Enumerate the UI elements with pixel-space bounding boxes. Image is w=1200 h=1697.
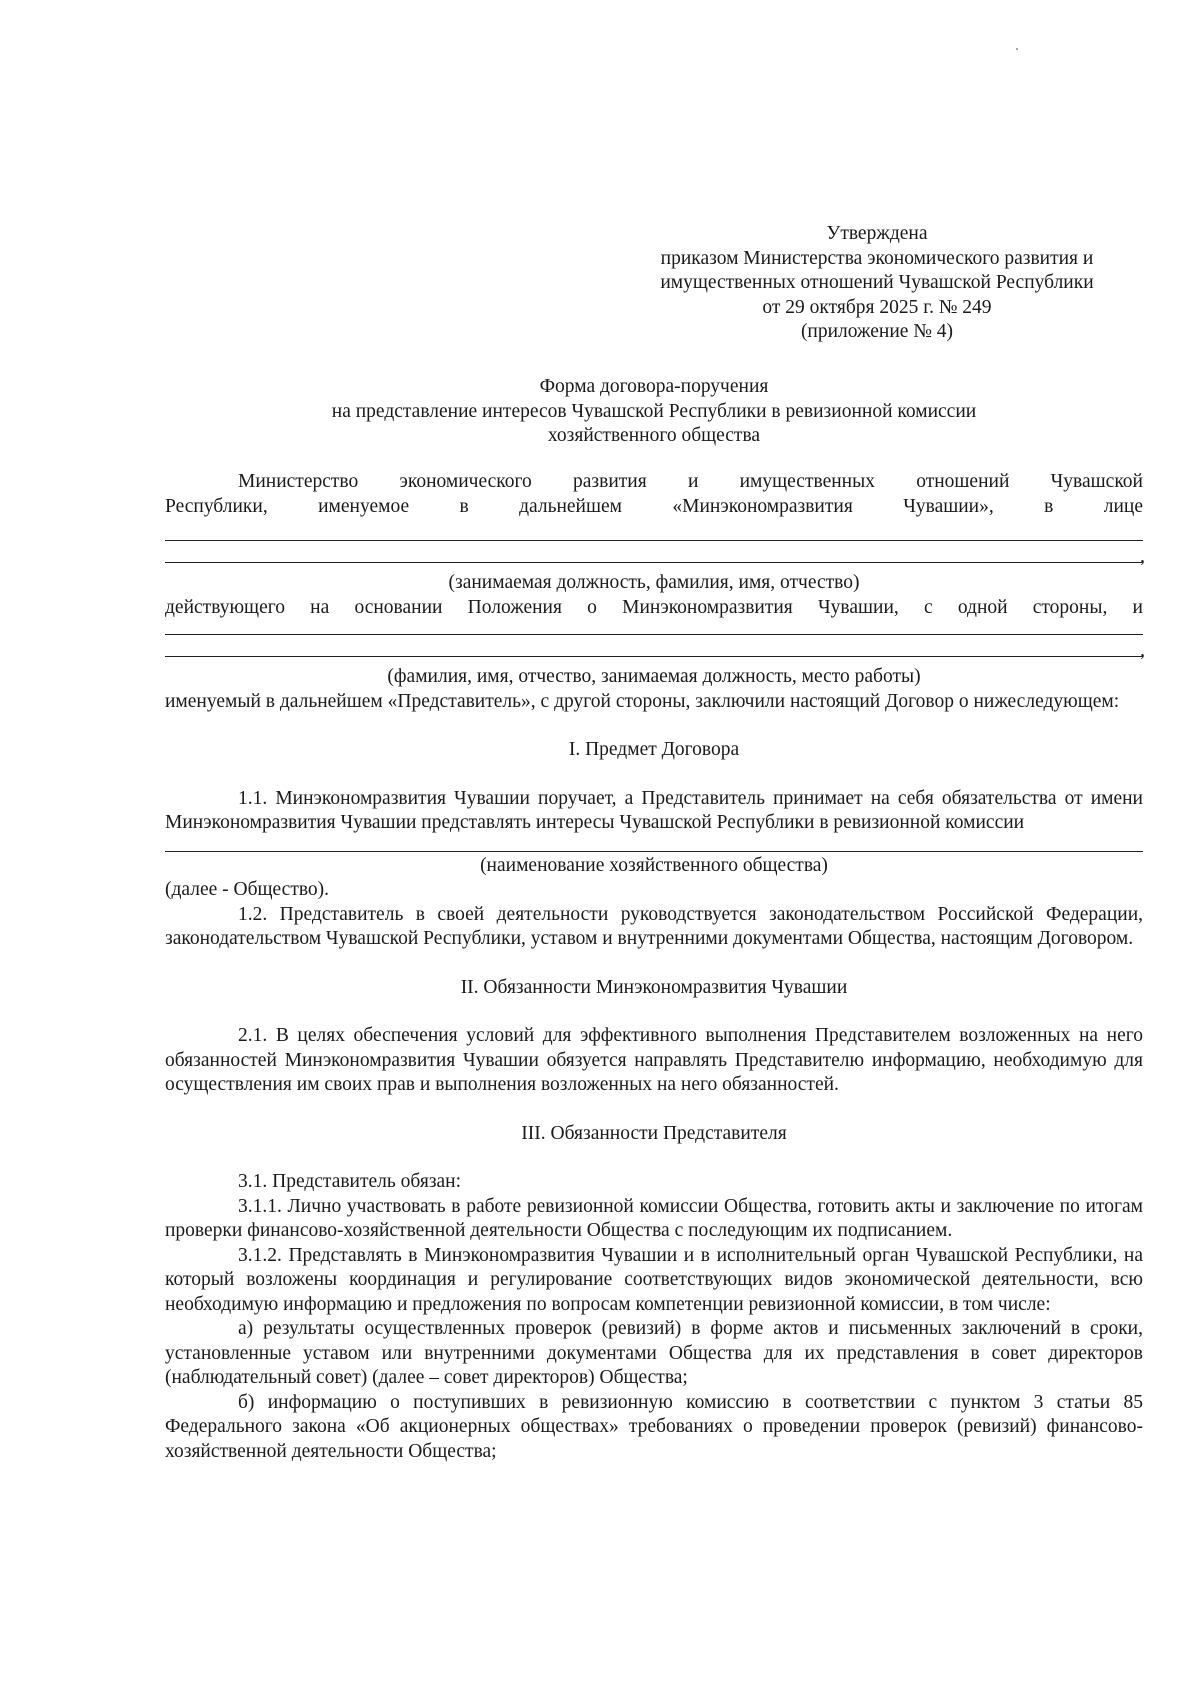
approval-line: приказом Министерства экономического развития и xyxy=(660,247,1094,269)
field-caption: (занимаемая должность, фамилия, имя, отчество) xyxy=(448,572,860,593)
form-title-line: Форма договора-поручения xyxy=(539,376,769,397)
approval-line: имущественных отношений Чувашской Республики xyxy=(660,272,1094,293)
fill-in-line xyxy=(165,519,1143,541)
intro-line: действующего на основании Положения о Минэкономразвития Чувашии, с одной стороны, и xyxy=(165,596,1143,618)
intro-line: Министерство экономического развития и имущественных отношений Чувашской xyxy=(238,471,1143,492)
clause-paragraph: 2.1. В целях обеспечения условий для эффективного выполнения Представителем возложенных на него обязанностей Минэкономразвития Чувашии обязуется направлять Представителю информацию, необходимую для осуществления им своих прав и выполнения возложенных на него обязанностей. xyxy=(165,1025,1143,1095)
clause-paragraph: б) информацию о поступивших в ревизионную комиссию в соответствии с пунктом 3 статьи 85 Федерального закона «Об акционерных обществах» требованиях о проведении проверок (ревизий) финансово-хозяйственной деятельности Общества; xyxy=(165,1391,1143,1462)
fill-in-line xyxy=(165,635,1143,657)
approval-line: (приложение № 4) xyxy=(800,321,954,342)
section-heading: I. Предмет Договора xyxy=(568,739,740,760)
field-caption: (фамилия, имя, отчество, занимаемая должность, место работы) xyxy=(387,666,921,687)
approval-line: Утверждена xyxy=(826,223,928,244)
clause-paragraph: (далее - Общество). xyxy=(165,879,330,900)
section-heading: II. Обязанности Минэкономразвития Чувашии xyxy=(460,976,848,998)
scan-speck xyxy=(1016,48,1018,50)
section-heading: III. Обязанности Представителя xyxy=(521,1122,787,1144)
fill-in-line xyxy=(165,620,1143,635)
clause-paragraph: 3.1. Представитель обязан: xyxy=(238,1171,462,1192)
intro-line: Республики, именуемое в дальнейшем «Минэкономразвития Чувашии», в лице xyxy=(165,495,1143,517)
form-title-line: на представление интересов Чувашской Республики в ревизионной комиссии xyxy=(331,400,977,422)
form-title xyxy=(165,375,1143,449)
fill-in-line xyxy=(165,541,1143,563)
clause-paragraph: 3.1.2. Представлять в Минэкономразвития Чувашии и в исполнительный орган Чувашской Республики, на который возложены координация и регулирование соответствующих видов экономической деятельности, всю необходимую информацию и предложения по вопросам компетенции ревизионной комиссии, в том числе: xyxy=(165,1244,1143,1315)
clause-paragraph: 1.1. Минэкономразвития Чувашии поручает, а Представитель принимает на себя обязательства от имени Минэкономразвития Чувашии представлять интересы Чувашской Республики в ревизионной комиссии xyxy=(165,787,1143,833)
clause-paragraph: 3.1.1. Лично участвовать в работе ревизионной комиссии Общества, готовить акты и заключение по итогам проверки финансово-хозяйственной деятельности Общества с последующим их подписанием. xyxy=(165,1195,1143,1241)
document-body xyxy=(165,470,1143,1464)
approval-line: от 29 октября 2025 г. № 249 xyxy=(762,296,992,318)
intro-paragraph: именуемый в дальнейшем «Представитель», с другой стороны, заключили настоящий Договор о нижеследующем: xyxy=(165,690,1120,712)
fill-in-line xyxy=(165,836,1143,852)
clause-paragraph: 1.2. Представитель в своей деятельности руководствуется законодательством Российской Федерации, законодательством Чувашской Республики, уставом и внутренними документами Общества, настоящим Договором. xyxy=(165,903,1143,949)
form-title-line: хозяйственного общества xyxy=(547,425,761,446)
field-caption: (наименование хозяйственного общества) xyxy=(480,854,828,876)
clause-paragraph: а) результаты осуществленных проверок (ревизий) в форме актов и письменных заключений в сроки, установленные уставом или внутренними документами Общества для их представления в совет директоров (наблюдательный совет) (далее – совет директоров) Общества; xyxy=(165,1318,1143,1388)
approval-stamp-block xyxy=(627,222,1127,345)
